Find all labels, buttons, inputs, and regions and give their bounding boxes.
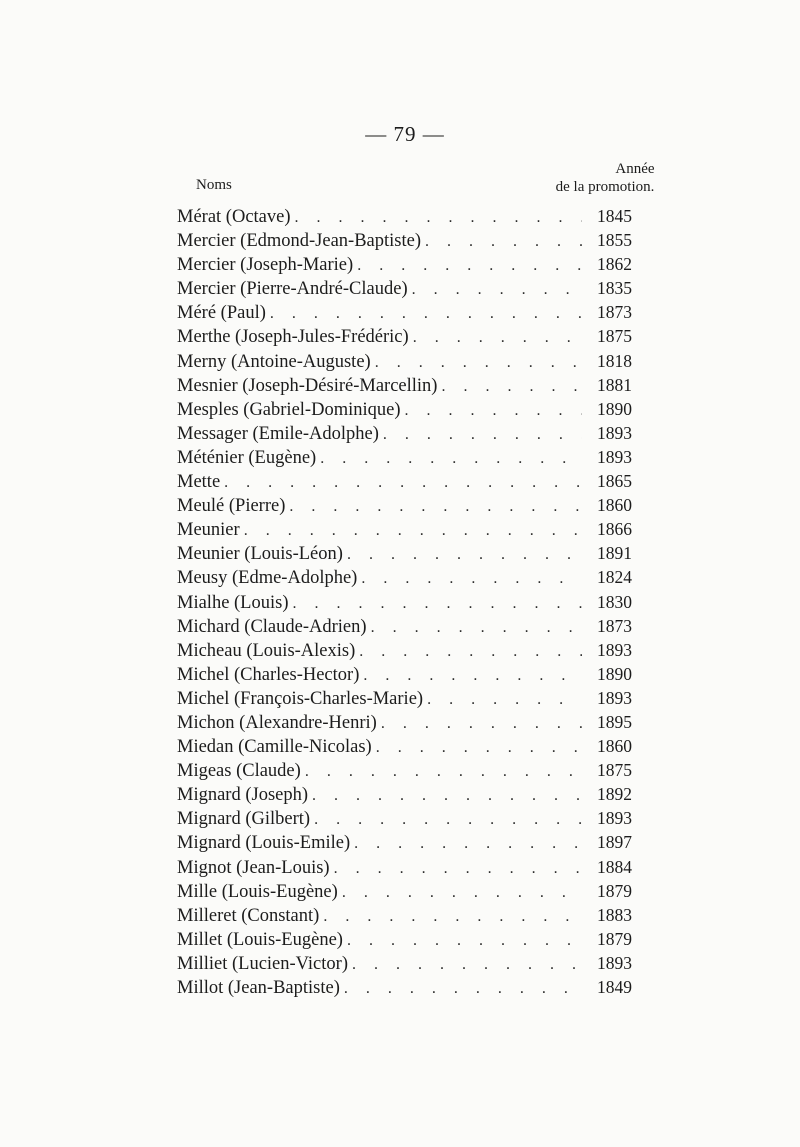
entry-name: Meusy (Edme-Adolphe): [177, 568, 358, 589]
list-item: [177, 855, 632, 879]
entry-year: 1845: [597, 206, 632, 226]
list-item: [177, 758, 632, 782]
dot-leader: [359, 640, 582, 664]
entry-name: Mignot (Jean-Louis): [177, 857, 330, 878]
list-item: [177, 300, 632, 324]
list-item: [177, 927, 632, 951]
entry-name: Messager (Emile-Adolphe): [177, 423, 379, 444]
entry-year: 1893: [597, 952, 632, 973]
list-item: [177, 662, 632, 686]
entry-year: 1893: [597, 422, 632, 443]
dot-leader: [224, 471, 582, 495]
dot-leader: [293, 592, 583, 616]
dot-leader: [361, 567, 582, 591]
entry-name: Meunier: [177, 520, 240, 541]
dot-leader: [425, 230, 582, 254]
entry-year: 1892: [597, 784, 632, 805]
list-item: [177, 445, 632, 469]
entry-year: 1860: [597, 495, 632, 516]
dot-leader: [342, 881, 582, 905]
entry-year: 1893: [597, 687, 632, 708]
entry-name: Miedan (Camille-Nicolas): [177, 737, 372, 758]
entry-year: 1862: [597, 254, 632, 275]
entry-year: 1835: [597, 278, 632, 299]
dot-leader: [323, 905, 582, 929]
dot-leader: [383, 423, 582, 447]
entry-year: 1890: [597, 398, 632, 419]
entry-name: Mette: [177, 472, 221, 493]
entry-name: Micheau (Louis-Alexis): [177, 640, 356, 661]
entry-year: 1881: [597, 374, 632, 395]
entry-year: 1865: [597, 471, 632, 492]
dot-leader: [289, 495, 582, 519]
entry-name: Milleret (Constant): [177, 905, 320, 926]
entry-year: 1884: [597, 856, 632, 877]
dot-leader: [295, 206, 582, 230]
entry-year: 1873: [597, 615, 632, 636]
entry-year: 1875: [597, 326, 632, 347]
entry-year: 1893: [597, 446, 632, 467]
entry-name: Merthe (Joseph-Jules-Frédéric): [177, 327, 409, 348]
list-item: [177, 324, 632, 348]
list-item: [177, 975, 632, 999]
list-item: [177, 903, 632, 927]
dot-leader: [404, 399, 582, 423]
list-item: [177, 830, 632, 854]
dot-leader: [244, 519, 582, 543]
entry-name: Méré (Paul): [177, 303, 266, 324]
list-item: [177, 517, 632, 541]
list-item: [177, 565, 632, 589]
dot-leader: [347, 929, 582, 953]
entry-name: Millot (Jean-Baptiste): [177, 978, 340, 998]
entry-year: 1879: [597, 880, 632, 901]
dot-leader: [427, 688, 582, 712]
entry-name: Mignard (Louis-Emile): [177, 833, 351, 854]
entry-year: 1879: [597, 928, 632, 949]
list-item: [177, 590, 632, 614]
dot-leader: [320, 447, 582, 471]
entry-name: Merny (Antoine-Auguste): [177, 351, 371, 372]
entry-name: Meulé (Pierre): [177, 496, 286, 517]
entry-name: Milliet (Lucien-Victor): [177, 953, 348, 974]
entry-name: Michel (Charles-Hector): [177, 664, 360, 685]
entry-year: 1895: [597, 711, 632, 732]
entry-year: 1818: [597, 350, 632, 371]
column-header-year: [540, 160, 670, 196]
entry-year: 1860: [597, 736, 632, 757]
entry-name: Mercier (Edmond-Jean-Baptiste): [177, 231, 422, 252]
dot-leader: [347, 543, 582, 567]
dot-leader: [357, 254, 582, 278]
list-item: [177, 638, 632, 662]
entry-name: Migeas (Claude): [177, 761, 301, 782]
dot-leader: [312, 784, 582, 808]
entry-name: Mérat (Octave): [177, 207, 291, 227]
entry-year: 1883: [597, 904, 632, 925]
entry-name: Meunier (Louis-Léon): [177, 544, 343, 565]
dot-leader: [352, 953, 582, 977]
list-item: [177, 252, 632, 276]
column-header-names: Noms: [196, 177, 232, 193]
entry-year: 1849: [597, 977, 632, 997]
dot-leader: [354, 832, 582, 856]
entry-name: Mignard (Gilbert): [177, 809, 311, 830]
column-header-year-line2: de la promotion.: [555, 179, 655, 195]
dot-leader: [314, 808, 582, 832]
list-item: [177, 541, 632, 565]
entry-name: Méténier (Eugène): [177, 447, 317, 468]
list-item: [177, 228, 632, 252]
list-item: [177, 204, 632, 228]
entry-year: 1855: [597, 230, 632, 251]
entry-name: Michel (François-Charles-Marie): [177, 688, 424, 709]
entry-name: Mignard (Joseph): [177, 785, 309, 806]
entry-name: Michon (Alexandre-Henri): [177, 712, 377, 733]
list-item: [177, 421, 632, 445]
list-item: [177, 734, 632, 758]
dot-leader: [381, 712, 582, 736]
entry-year: 1873: [597, 302, 632, 323]
dot-leader: [270, 302, 582, 326]
list-item: [177, 373, 632, 397]
promotion-list: [177, 204, 632, 999]
page-number: — 79 —: [365, 122, 445, 146]
list-item: [177, 686, 632, 710]
dot-leader: [305, 760, 582, 784]
list-item: [177, 469, 632, 493]
entry-name: Mille (Louis-Eugène): [177, 881, 338, 902]
entry-year: 1891: [597, 543, 632, 564]
list-item: [177, 806, 632, 830]
dot-leader: [376, 736, 582, 760]
entry-year: 1897: [597, 832, 632, 853]
dot-leader: [344, 977, 582, 1001]
list-item: [177, 493, 632, 517]
list-item: [177, 879, 632, 903]
list-item: [177, 276, 632, 300]
entry-year: 1824: [597, 567, 632, 588]
dot-leader: [375, 351, 582, 375]
dot-leader: [413, 326, 582, 350]
dot-leader: [334, 857, 582, 881]
entry-year: 1875: [597, 760, 632, 781]
list-item: [177, 349, 632, 373]
dot-leader: [371, 616, 582, 640]
entry-year: 1893: [597, 639, 632, 660]
list-item: [177, 951, 632, 975]
list-item: [177, 710, 632, 734]
dot-leader: [412, 278, 582, 302]
entry-name: Mercier (Joseph-Marie): [177, 255, 354, 276]
dot-leader: [363, 664, 582, 688]
entry-year: 1890: [597, 663, 632, 684]
list-item: [177, 614, 632, 638]
entry-name: Mesples (Gabriel-Dominique): [177, 399, 401, 420]
entry-name: Millet (Louis-Eugène): [177, 929, 343, 950]
dot-leader: [441, 375, 582, 399]
column-header-year-line1: Année: [615, 161, 655, 177]
list-item: [177, 782, 632, 806]
entry-year: 1893: [597, 808, 632, 829]
entry-name: Mesnier (Joseph-Désiré-Marcellin): [177, 375, 438, 396]
entry-year: 1830: [597, 591, 632, 612]
entry-year: 1866: [597, 519, 632, 540]
list-item: [177, 397, 632, 421]
entry-name: Mialhe (Louis): [177, 592, 289, 613]
entry-name: Mercier (Pierre-André-Claude): [177, 279, 408, 300]
entry-name: Michard (Claude-Adrien): [177, 616, 367, 637]
